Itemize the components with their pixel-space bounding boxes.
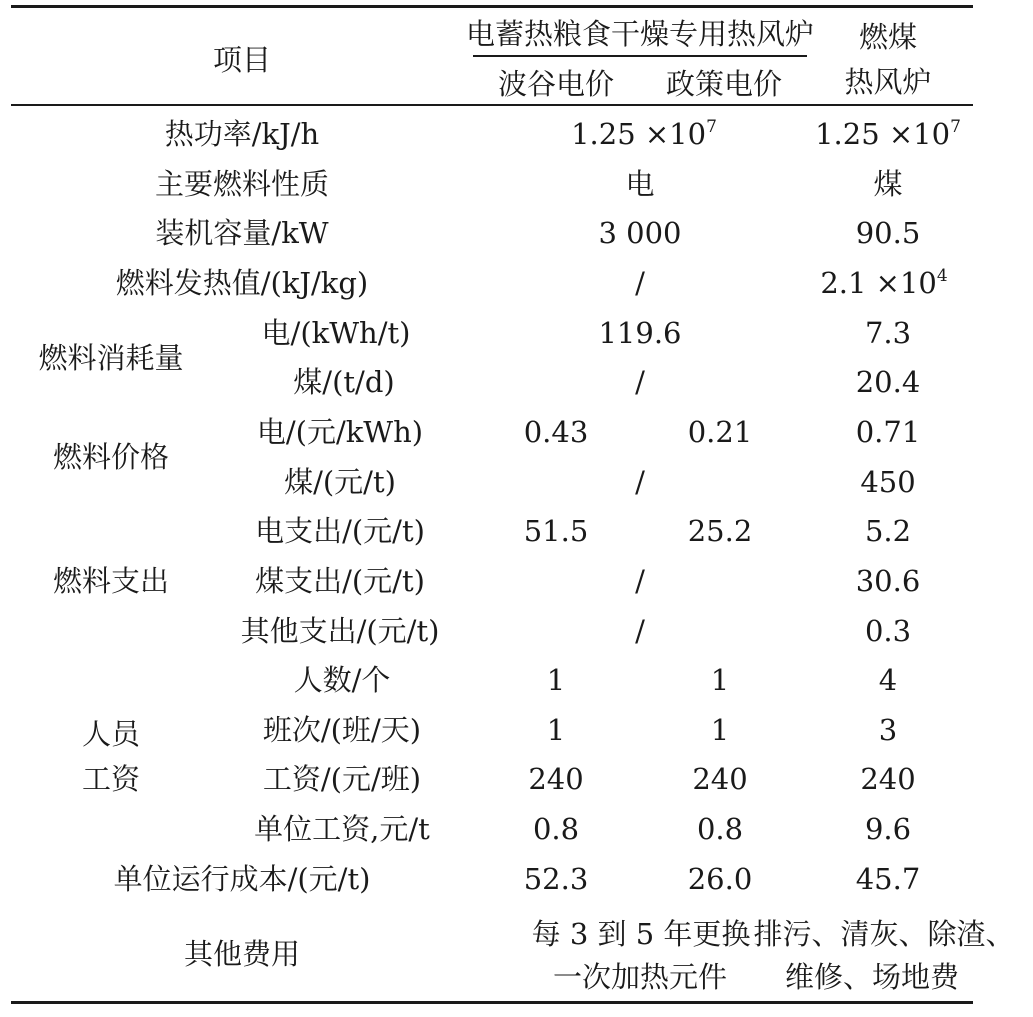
group-expense: 燃料支出 bbox=[52, 564, 170, 598]
row-calorific-elec: / bbox=[635, 266, 645, 300]
group-consumption: 燃料消耗量 bbox=[38, 341, 184, 375]
row-other-coal-line2: 维修、场地费 bbox=[784, 960, 960, 994]
row-staff-unit-policy: 0.8 bbox=[696, 812, 744, 846]
row-staff-wage-policy: 240 bbox=[692, 762, 748, 796]
row-staff-unit-coal: 9.6 bbox=[864, 812, 912, 846]
group-staff-line1: 人员 bbox=[81, 717, 141, 751]
header-coal-line2: 热风炉 bbox=[844, 65, 932, 99]
row-fuel-type-coal: 煤 bbox=[873, 167, 903, 201]
row-expense-coal-label: 煤支出/(元/t) bbox=[255, 564, 425, 598]
row-other-elec-line2: 一次加热元件 bbox=[552, 960, 728, 994]
row-staff-wage-valley: 240 bbox=[528, 762, 584, 796]
row-expense-other-elec: / bbox=[635, 614, 645, 648]
row-other-coal-line1: 排污、清灰、除渣、 bbox=[753, 917, 1015, 951]
row-price-coal-coal: 450 bbox=[860, 465, 916, 499]
row-unit-cost-coal: 45.7 bbox=[855, 862, 921, 896]
row-expense-coal-coal: 30.6 bbox=[855, 564, 921, 598]
row-consumption-elec-label: 电/(kWh/t) bbox=[261, 316, 411, 350]
row-expense-coal-elec: / bbox=[635, 564, 645, 598]
row-expense-elec-policy: 25.2 bbox=[687, 514, 753, 548]
group-price: 燃料价格 bbox=[52, 440, 170, 474]
row-heat-power-elec: $1.25 \times 10^7$ bbox=[571, 117, 717, 151]
row-price-elec-valley: 0.43 bbox=[523, 415, 589, 449]
row-fuel-type-elec: 电 bbox=[625, 167, 655, 201]
row-price-coal-elec: / bbox=[635, 465, 645, 499]
row-expense-other-coal: 0.3 bbox=[864, 614, 912, 648]
row-staff-unit-label: 单位工资,元/t bbox=[254, 812, 430, 846]
row-expense-other-label: 其他支出/(元/t) bbox=[240, 614, 440, 648]
row-staff-count-valley: 1 bbox=[546, 663, 566, 697]
row-heat-power-coal: $1.25 \times 10^7$ bbox=[815, 117, 961, 151]
row-staff-unit-valley: 0.8 bbox=[532, 812, 580, 846]
row-capacity-label: 装机容量/kW bbox=[155, 216, 329, 250]
row-staff-shift-valley: 1 bbox=[546, 713, 566, 747]
row-consumption-elec-elec: 119.6 bbox=[598, 316, 682, 350]
row-staff-count-coal: 4 bbox=[878, 663, 898, 697]
table-bottom-rule bbox=[11, 1001, 973, 1004]
table-top-rule bbox=[11, 5, 973, 8]
header-valley: 波谷电价 bbox=[497, 67, 615, 101]
row-capacity-elec: 3 000 bbox=[598, 216, 682, 250]
row-other-label: 其他费用 bbox=[183, 937, 301, 971]
header-elec-group: 电蓄热粮食干燥专用热风炉 bbox=[465, 17, 815, 51]
header-policy: 政策电价 bbox=[665, 67, 783, 101]
row-price-elec-coal: 0.71 bbox=[855, 415, 921, 449]
row-staff-wage-coal: 240 bbox=[860, 762, 916, 796]
row-consumption-coal-elec: / bbox=[635, 365, 645, 399]
row-other-elec-line1: 每 3 到 5 年更换 bbox=[531, 917, 751, 951]
row-staff-shift-coal: 3 bbox=[878, 713, 898, 747]
row-staff-count-label: 人数/个 bbox=[293, 663, 391, 697]
row-consumption-coal-coal: 20.4 bbox=[855, 365, 921, 399]
row-calorific-label: 燃料发热值/(kJ/kg) bbox=[115, 266, 369, 300]
header-rule bbox=[11, 104, 973, 106]
row-staff-wage-label: 工资/(元/班) bbox=[262, 762, 422, 796]
row-fuel-type-label: 主要燃料性质 bbox=[154, 167, 330, 201]
row-consumption-coal-label: 煤/(t/d) bbox=[293, 365, 395, 399]
row-expense-elec-label: 电支出/(元/t) bbox=[255, 514, 425, 548]
row-price-elec-label: 电/(元/kWh) bbox=[256, 415, 424, 449]
row-unit-cost-label: 单位运行成本/(元/t) bbox=[113, 862, 371, 896]
row-consumption-elec-coal: 7.3 bbox=[864, 316, 912, 350]
header-coal-line1: 燃煤 bbox=[858, 20, 918, 54]
row-heat-power-label: 热功率/kJ/h bbox=[164, 117, 320, 151]
row-capacity-coal: 90.5 bbox=[855, 216, 921, 250]
group-staff-line2: 工资 bbox=[81, 762, 141, 796]
row-expense-elec-coal: 5.2 bbox=[864, 514, 912, 548]
row-unit-cost-valley: 52.3 bbox=[523, 862, 589, 896]
row-price-coal-label: 煤/(元/t) bbox=[284, 465, 396, 499]
group-underline bbox=[473, 55, 807, 57]
row-expense-elec-valley: 51.5 bbox=[523, 514, 589, 548]
row-staff-count-policy: 1 bbox=[710, 663, 730, 697]
header-item: 项目 bbox=[212, 43, 272, 77]
row-unit-cost-policy: 26.0 bbox=[687, 862, 753, 896]
row-staff-shift-policy: 1 bbox=[710, 713, 730, 747]
row-calorific-coal: $2.1 \times 10^4$ bbox=[820, 266, 948, 300]
row-price-elec-policy: 0.21 bbox=[687, 415, 753, 449]
row-staff-shift-label: 班次/(班/天) bbox=[262, 713, 422, 747]
